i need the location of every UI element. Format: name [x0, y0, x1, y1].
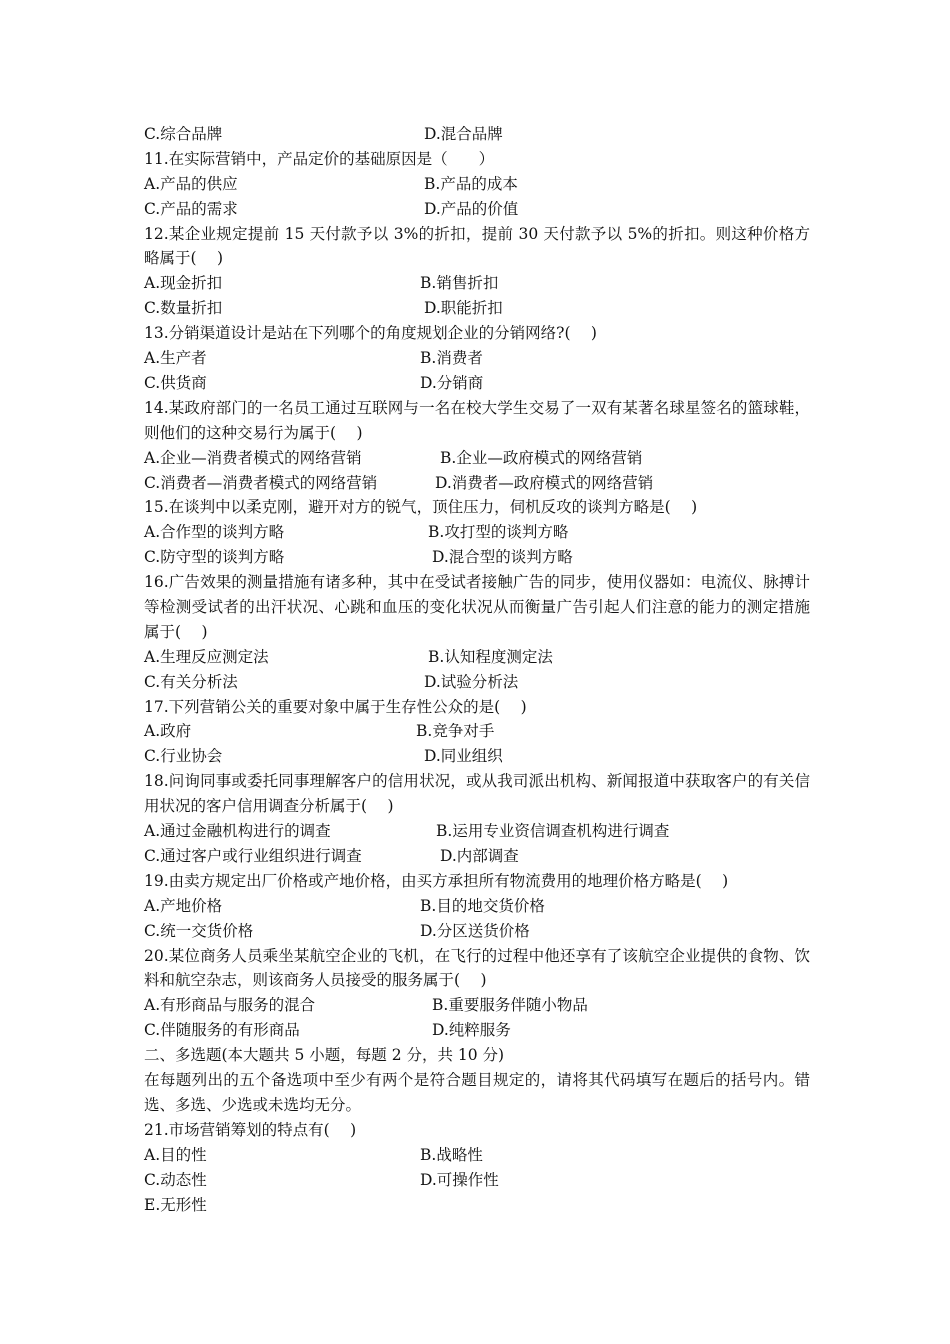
- option-row: [144, 670, 810, 695]
- option-left: C.数量折扣: [144, 299, 223, 318]
- option-row: [144, 645, 810, 670]
- option-row: [144, 1143, 810, 1168]
- option-left: C.产品的需求: [144, 199, 238, 218]
- option-left: A.合作型的谈判方略: [144, 523, 285, 542]
- option-right: D.分区送货价格: [420, 921, 530, 940]
- option-row: [144, 520, 810, 545]
- option-row: [144, 471, 810, 496]
- option-row: [144, 346, 810, 371]
- option-row: [144, 919, 810, 944]
- option-row: [144, 719, 810, 744]
- question-text: 20.某位商务人员乘坐某航空企业的飞机，在飞行的过程中他还享有了该航空企业提供的食物、饮料和航空杂志，则该商务人员接受的服务属于( ): [144, 946, 810, 990]
- question-text: 二、多选题(本大题共 5 小题，每题 2 分，共 10 分): [144, 1046, 505, 1065]
- option-row: [144, 1168, 810, 1193]
- option-left: A.生理反应测定法: [144, 647, 269, 666]
- option-left: A.现金折扣: [144, 274, 223, 293]
- option-right: D.纯粹服务: [432, 1021, 511, 1040]
- option-row: [144, 1018, 810, 1043]
- question-text: 17.下列营销公关的重要对象中属于生存性公众的是( ): [144, 697, 527, 716]
- option-left: C.供货商: [144, 373, 207, 392]
- document-page: [144, 122, 810, 1217]
- question-text: 在每题列出的五个备选项中至少有两个是符合题目规定的，请将其代码填写在题后的括号内。错选、多选、少选或未选均无分。: [144, 1071, 810, 1114]
- question-text: E.无形性: [144, 1195, 207, 1214]
- option-left: C.消费者—消费者模式的网络营销: [144, 473, 378, 492]
- option-right: D.内部调查: [440, 846, 519, 865]
- option-row: [144, 844, 810, 869]
- option-left: A.企业—消费者模式的网络营销: [144, 448, 362, 467]
- option-left: A.产地价格: [144, 896, 223, 915]
- option-right: B.消费者: [420, 349, 483, 368]
- option-left: A.生产者: [144, 349, 207, 368]
- option-right: B.运用专业资信调查机构进行调查: [436, 822, 670, 841]
- option-right: D.消费者—政府模式的网络营销: [435, 473, 654, 492]
- option-right: D.试验分析法: [424, 672, 519, 691]
- option-right: B.销售折扣: [420, 274, 499, 293]
- option-left: C.通过客户或行业组织进行调查: [144, 846, 362, 865]
- option-left: A.有形商品与服务的混合: [144, 996, 316, 1015]
- option-left: C.综合品牌: [144, 125, 223, 143]
- question-text: 18.问询同事或委托同事理解客户的信用状况，或从我司派出机构、新闻报道中获取客户的有关信用状况的客户信用调查分析属于( ): [144, 772, 810, 816]
- option-row: [144, 271, 810, 296]
- question-text: 11.在实际营销中，产品定价的基础原因是（ ）: [144, 149, 495, 168]
- option-right: D.混合品牌: [424, 125, 503, 143]
- option-row: [144, 172, 810, 197]
- option-left: C.统一交货价格: [144, 921, 254, 940]
- option-row: [144, 819, 810, 844]
- option-left: A.产品的供应: [144, 174, 238, 193]
- option-row: [144, 993, 810, 1018]
- option-right: B.目的地交货价格: [420, 896, 545, 915]
- option-right: B.竞争对手: [416, 722, 495, 741]
- option-right: D.混合型的谈判方略: [432, 548, 573, 567]
- option-right: B.攻打型的谈判方略: [428, 523, 569, 542]
- option-left: A.政府: [144, 722, 192, 741]
- question-text: 14.某政府部门的一名员工通过互联网与一名在校大学生交易了一双有某著名球星签名的篮球鞋，则他们的这种交易行为属于( ): [144, 398, 810, 442]
- option-right: B.产品的成本: [424, 174, 518, 193]
- option-right: B.战略性: [420, 1145, 483, 1164]
- option-row: [144, 744, 810, 769]
- option-right: B.重要服务伴随小物品: [432, 996, 588, 1015]
- option-left: C.防守型的谈判方略: [144, 548, 285, 567]
- option-row: [144, 446, 810, 471]
- option-right: D.同业组织: [424, 747, 503, 766]
- question-text: 13.分销渠道设计是站在下列哪个的角度规划企业的分销网络?( ): [144, 324, 597, 343]
- option-row: [144, 371, 810, 396]
- option-left: C.动态性: [144, 1170, 207, 1189]
- option-right: D.分销商: [420, 373, 484, 392]
- option-row: [144, 545, 810, 570]
- option-right: D.可操作性: [420, 1170, 499, 1189]
- option-right: B.认知程度测定法: [428, 647, 553, 666]
- option-right: B.企业—政府模式的网络营销: [440, 448, 643, 467]
- question-text: 16.广告效果的测量措施有诸多种，其中在受试者接触广告的同步，使用仪器如：电流仪、脉搏计等检测受试者的出汗状况、心跳和血压的变化状况从而衡量广告引起人们注意的能力的测定措施属于( ): [144, 573, 810, 641]
- option-row: [144, 197, 810, 222]
- option-row: [144, 122, 810, 147]
- option-row: [144, 296, 810, 321]
- option-right: D.产品的价值: [424, 199, 519, 218]
- question-text: 12.某企业规定提前 15 天付款予以 3%的折扣，提前 30 天付款予以 5%的折扣。则这种价格方略属于( ): [144, 224, 810, 268]
- option-left: A.通过金融机构进行的调查: [144, 822, 331, 841]
- option-left: A.目的性: [144, 1145, 207, 1164]
- option-right: D.职能折扣: [424, 299, 503, 318]
- option-left: C.行业协会: [144, 747, 223, 766]
- option-left: C.伴随服务的有形商品: [144, 1021, 300, 1040]
- option-left: C.有关分析法: [144, 672, 238, 691]
- option-row: [144, 894, 810, 919]
- question-text: 19.由卖方规定出厂价格或产地价格，由买方承担所有物流费用的地理价格方略是( ): [144, 871, 729, 890]
- question-text: 15.在谈判中以柔克刚，避开对方的锐气，顶住压力，伺机反攻的谈判方略是( ): [144, 498, 698, 517]
- question-text: 21.市场营销筹划的特点有( ): [144, 1120, 357, 1139]
